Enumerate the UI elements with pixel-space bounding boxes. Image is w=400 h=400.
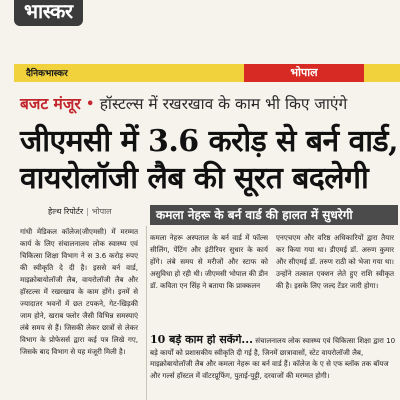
article-column-2: कमला नेहरू अस्पताल के बर्न वार्ड में फॉल्स सीलिंग, पेंटिंग और इंटीरियर सुधार के कार्य होंगे। लंबे समय से मरीजों और स्टाफ को असुविधा हो रही थी। जीएमसी भोपाल की डीन डॉ. कविता एन सिंह ने बताया कि प्राक्कलन	[150, 233, 268, 290]
city-label: भोपाल	[244, 64, 364, 82]
byline-place: भोपाल	[91, 207, 112, 216]
column-divider	[146, 226, 147, 400]
byline-name: हेल्थ रिपोर्टर	[48, 207, 84, 216]
kicker	[20, 92, 395, 114]
kicker-label: बजट मंजूर	[20, 94, 81, 113]
subheading: कमला नेहरू के बर्न वार्ड की हालत में सुधरेगी	[150, 205, 398, 225]
headline-line-1: जीएमसी में 3.6 करोड़ से बर्न वार्ड,	[20, 124, 399, 159]
headline-line-2: वायरोलॉजी लैब की सूरत बदलेगी	[20, 161, 369, 196]
section-band	[14, 64, 400, 82]
article-column-3: एनएचएम और वरिष्ठ अधिकारियों द्वारा तैयार कर किया गया था। डीएमई डॉ. अरुण कुमार और सीएमई डॉ. तरुण राठी को भेजा गया था। उन्होंने तत्काल एक्शन लेते हुए राशि स्वीकृत की है। इसके लिए जल्द टेंडर जारी होगा।	[276, 233, 394, 290]
kicker-separator: •	[85, 95, 95, 113]
callout-lead: 10 बड़े काम हो सकेंगे...	[150, 334, 253, 346]
article-column-1: गांधी मेडिकल कॉलेज(जीएमसी) में मरम्मत कार्य के लिए संचालनालय लोक स्वास्थ्य एवं चिकित्सा शिक्षा विभाग ने स 3.6 करोड़ रुपए की स्वीकृति दे दी है। इससे बर्न वार्ड, माइक्रोबायोलॉजी लैब, वायरोलॉजी लैब और हॉस्टल्स में रखरखाव के काम होंगे। इनमें से ज्यादातर भवनों में छत टपकने, गेट-खिड़की जाम होने, खराब फ्लोर जैसी विभिन्न समस्याएं लंबे समय से हैं। जिसकी लेकर छात्रों से लेकर विभाग के प्रोफेसर्स द्वारा कई पत्र लिखे गए, जिसके बाद विभाग से यह मंजूरी मिली है।	[20, 227, 138, 356]
kicker-text: हॉस्टल्स में रखरखाव के काम भी किए जाएंगे	[99, 95, 348, 113]
brand-name: दैनिकभास्कर	[26, 69, 68, 79]
byline: हेल्थ रिपोर्टर | भोपाल	[48, 207, 112, 216]
callout-text: संचालनालय लोक स्वास्थ्य एवं चिकित्सा शिक्षा द्वारा 10 बड़े कार्यों को प्रशासकीय स्वीकृति दी गई है, जिनमें छात्रावासों, स्टेट वायरोलॉजी लैब, माइक्रोबायोलॉजी लैब और कमला नेहरू का बर्न वार्ड हैं। कॉलेज के ए से एफ ब्लॉक तक बॉयज और गर्ल्स हॉस्टल में वॉटरप्रूफिंग, पुताई-पुट्टी, दरवाजों की मरम्मत होगी।	[150, 336, 396, 380]
callout-box	[150, 334, 396, 400]
newspaper-logo: भास्कर	[14, 0, 83, 26]
